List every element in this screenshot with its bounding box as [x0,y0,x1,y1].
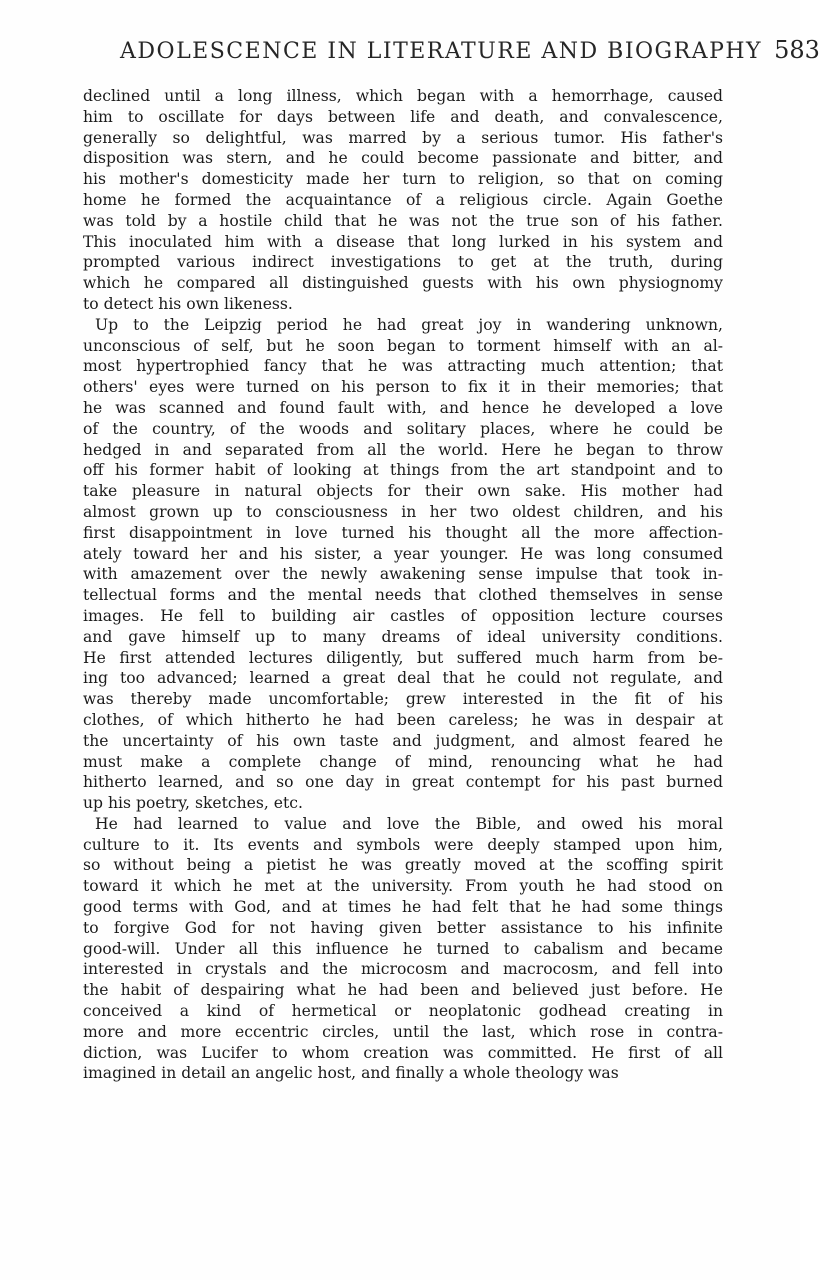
text-line: ately toward her and his sister, a year younger. He was long consumed [83,544,723,563]
paragraph [83,315,723,814]
text-line: of the country, of the woods and solitary places, where he could be [83,419,723,438]
text-line: declined until a long illness, which began with a hemorrhage, caused [83,87,723,105]
text-line: most hypertrophied fancy that he was attracting much attention; that [83,357,723,376]
text-line: with amazement over the newly awakening sense impulse that took in- [83,565,723,584]
text-line: imagined in detail an angelic host, and finally a whole theology was [83,1064,619,1083]
text-line: to detect his own likeness. [83,294,293,313]
text-line: good terms with God, and at times he had felt that he had some things [83,898,723,917]
page-number: 583 [774,36,820,64]
text-line: was thereby made uncomfortable; grew interested in the fit of his [83,690,723,709]
text-line: conceived a kind of hermetical or neoplatonic godhead creating in [83,1002,723,1021]
text-line: up his poetry, sketches, etc. [83,794,303,813]
text-line: was told by a hostile child that he was not the true son of his father. [83,211,723,230]
text-line: hitherto learned, and so one day in great contempt for his past burned [83,773,723,792]
text-line: home he formed the acquaintance of a religious circle. Again Goethe [83,190,723,209]
body-text [83,86,723,1084]
text-line: good-will. Under all this influence he turned to cabalism and became [83,939,723,958]
text-line: must make a complete change of mind, renouncing what he had [83,752,723,771]
text-line: and gave himself up to many dreams of ideal university conditions. [83,627,723,646]
text-line: He first attended lectures diligently, but suffered much harm from be- [83,648,723,667]
text-line: diction, was Lucifer to whom creation was committed. He first of all [83,1043,723,1062]
text-line: off his former habit of looking at things from the art standpoint and to [83,461,723,480]
text-line: the uncertainty of his own taste and judgment, and almost feared he [83,731,723,750]
text-line: his mother's domesticity made her turn to religion, so that on coming [83,170,723,189]
text-line: unconscious of self, but he soon began to torment himself with an al- [83,336,723,355]
text-line: generally so delightful, was marred by a serious tumor. His father's [83,128,723,147]
text-line: he was scanned and found fault with, and hence he developed a love [83,398,723,417]
text-line: first disappointment in love turned his thought all the more affection- [83,523,723,542]
text-line: culture to it. Its events and symbols were deeply stamped upon him, [83,835,723,854]
text-line: He had learned to value and love the Bible, and owed his moral [95,814,723,833]
text-line: clothes, of which hitherto he had been careless; he was in despair at [83,710,723,729]
text-line: take pleasure in natural objects for their own sake. His mother had [83,482,723,501]
paragraph [83,814,723,1084]
text-line: hedged in and separated from all the world. Here he began to throw [83,440,723,459]
text-line: interested in crystals and the microcosm and macrocosm, and fell into [83,960,723,979]
text-line: to forgive God for not having given better assistance to his infinite [83,918,723,937]
text-line: him to oscillate for days between life and death, and convalescence, [83,107,723,126]
text-line: toward it which he met at the university. From youth he had stood on [83,877,723,896]
running-title: ADOLESCENCE IN LITERATURE AND BIOGRAPHY [120,39,763,64]
running-head [120,36,820,64]
text-line: prompted various indirect investigations to get at the truth, during [83,253,723,272]
text-line: more and more eccentric circles, until the last, which rose in contra- [83,1022,723,1041]
text-line: almost grown up to consciousness in her two oldest children, and his [83,502,723,521]
paragraph [83,86,723,315]
text-line: Up to the Leipzig period he had great joy in wandering unknown, [95,315,723,334]
text-line: so without being a pietist he was greatly moved at the scoffing spirit [83,856,723,875]
text-line: disposition was stern, and he could become passionate and bitter, and [83,149,723,168]
text-line: tellectual forms and the mental needs that clothed themselves in sense [83,586,723,605]
text-line: others' eyes were turned on his person to fix it in their memories; that [83,378,723,397]
text-line: the habit of despairing what he had been and believed just before. He [83,981,723,1000]
text-line: ing too advanced; learned a great deal that he could not regulate, and [83,669,723,688]
text-line: which he compared all distinguished guests with his own physiognomy [83,274,723,293]
text-line: images. He fell to building air castles of opposition lecture courses [83,606,723,625]
text-line: This inoculated him with a disease that long lurked in his system and [83,232,723,251]
